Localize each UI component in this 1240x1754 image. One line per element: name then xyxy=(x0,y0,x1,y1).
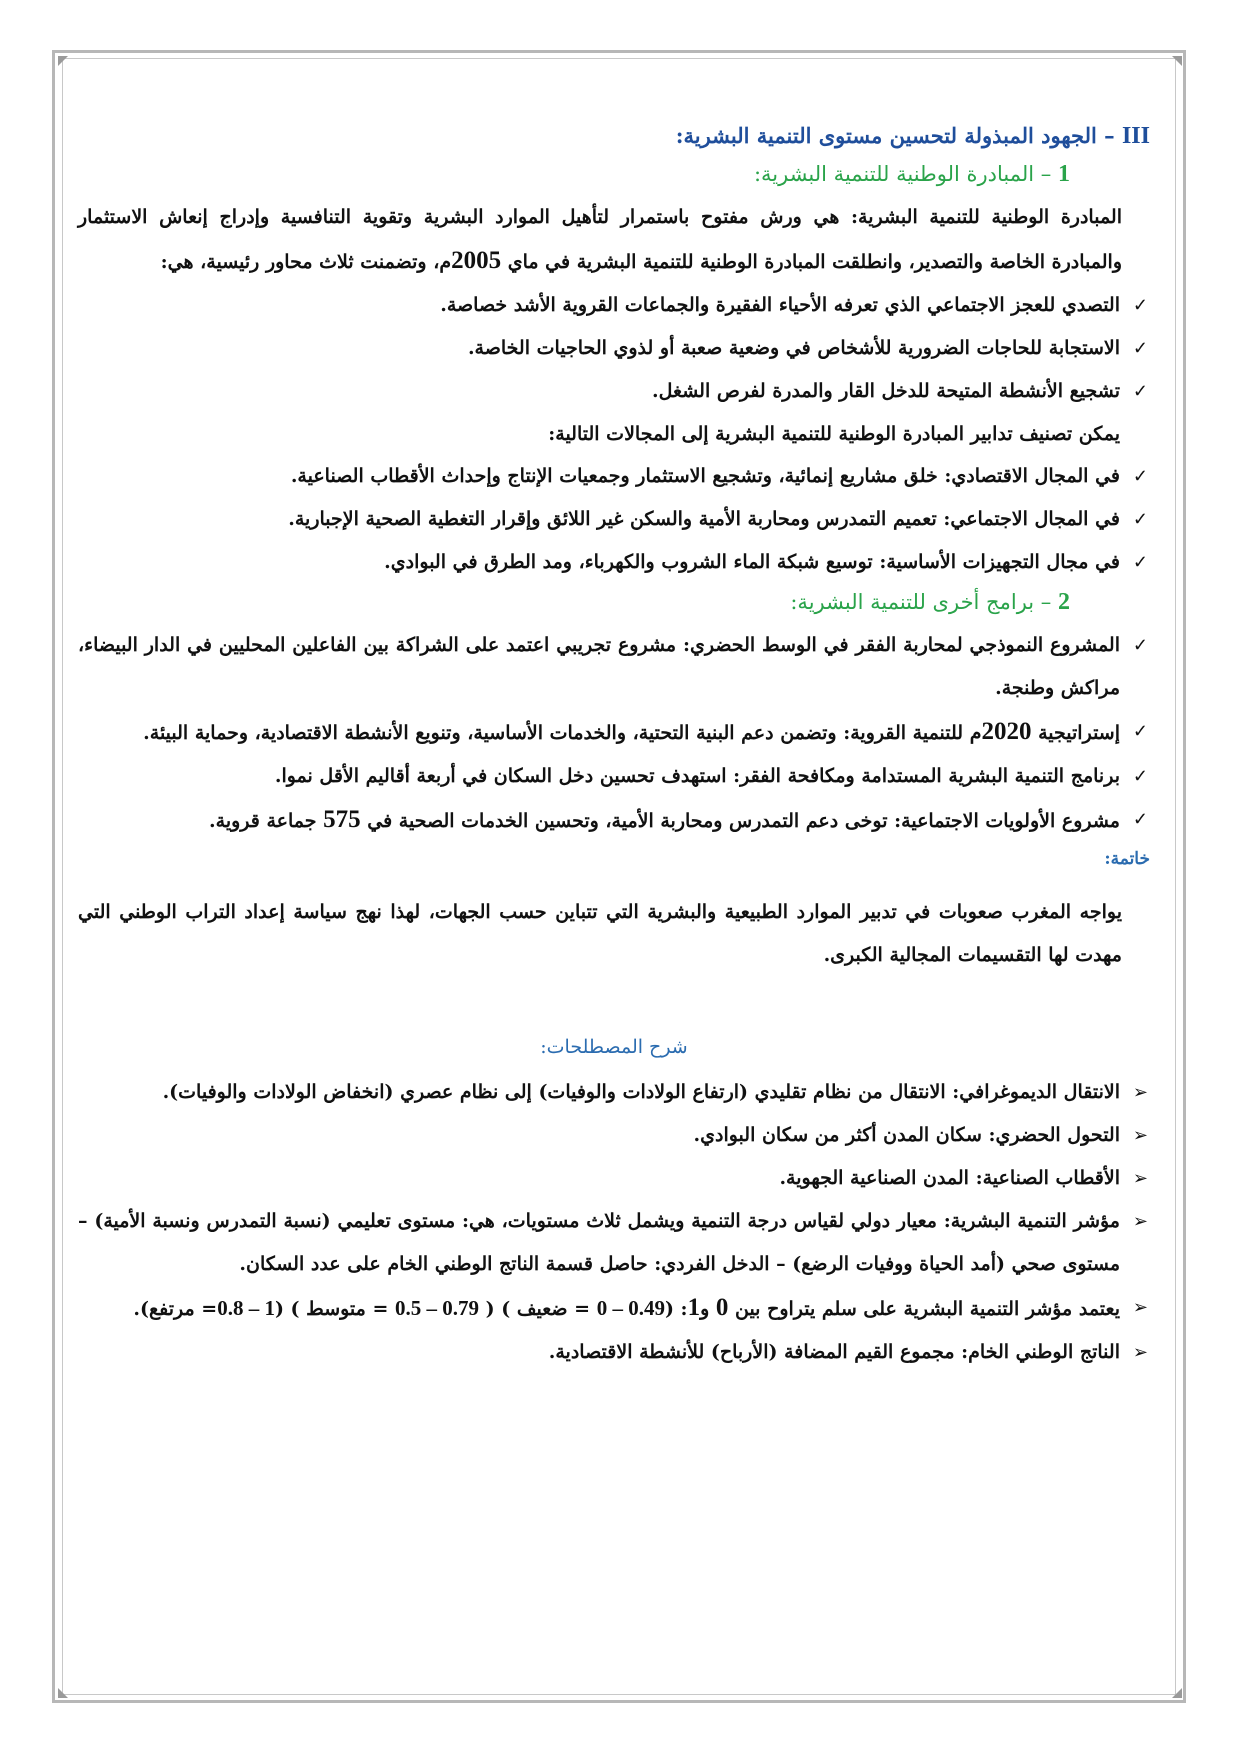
list-item xyxy=(78,710,1150,755)
corner-ornament-top-right xyxy=(1172,56,1182,66)
scale-max: 1 xyxy=(687,1294,701,1321)
fields-list xyxy=(78,455,1150,584)
list-item xyxy=(78,1157,1150,1200)
list-item xyxy=(78,1200,1150,1286)
range-medium: 0.5 – 0.79 xyxy=(395,1296,479,1320)
term-text: و xyxy=(700,1298,716,1320)
corner-ornament-bottom-right xyxy=(1172,1688,1182,1698)
list-item xyxy=(78,1114,1150,1157)
subsection-1-title: – المبادرة الوطنية للتنمية البشرية: xyxy=(753,162,1052,186)
program-text: م للتنمية القروية: وتضمن دعم البنية التحتية، والخدمات الأساسية، وتنويع الأنشطة الاقتصادية، وحماية البيئة. xyxy=(143,722,982,744)
classification-note: يمكن تصنيف تدابير المبادرة الوطنية للتنمية البشرية إلى المجالات التالية: xyxy=(548,423,1120,445)
intro-year: 2005 xyxy=(451,247,502,274)
program-text: إستراتيجية xyxy=(1031,722,1120,744)
arrow-bullet-icon: ➢ xyxy=(1132,1342,1148,1363)
arrow-bullet-icon: ➢ xyxy=(1132,1125,1148,1146)
range-high: 0.8 – 1 xyxy=(217,1296,275,1320)
program-text: برنامج التنمية البشرية المستدامة ومكافحة الفقر: استهدف تحسين دخل السكان في أربعة أقاليم الأقل نموا. xyxy=(274,765,1120,787)
programs-list xyxy=(78,624,1150,843)
axis-text: الاستجابة للحاجات الضرورية للأشخاص في وضعية صعبة أو لذوي الحاجيات الخاصة. xyxy=(467,337,1120,359)
program-text: جماعة قروية. xyxy=(209,810,324,832)
axis-text: تشجيع الأنشطة المتيحة للدخل القار والمدرة لفرص الشغل. xyxy=(652,380,1120,402)
list-item xyxy=(78,755,1150,798)
section-number: III xyxy=(1121,123,1150,149)
program-text: المشروع النموذجي لمحاربة الفقر في الوسط الحضري: مشروع تجريبي اعتمد على الشراكة بين الفاعلين المحليين في الدار البيضاء، مراكش وطنجة. xyxy=(78,634,1120,699)
field-text: في مجال التجهيزات الأساسية: توسيع شبكة الماء الشروب والكهرباء، ومد الطرق في البوادي. xyxy=(384,551,1120,573)
list-item xyxy=(78,327,1150,370)
subsection-2-number: 2 xyxy=(1058,589,1070,615)
arrow-bullet-icon: ➢ xyxy=(1132,1297,1148,1318)
term-text: = متوسط ) ( xyxy=(274,1298,395,1320)
subsection-1-heading xyxy=(78,156,1070,192)
terms-title: شرح المصطلحات: xyxy=(540,1036,688,1058)
term-text: الناتج الوطني الخام: مجموع القيم المضافة (الأرباح) للأنشطة الاقتصادية. xyxy=(548,1341,1120,1363)
term-text: = ضعيف ) ( xyxy=(479,1298,597,1320)
check-icon: ✓ xyxy=(1132,466,1148,487)
field-text: في المجال الاقتصادي: خلق مشاريع إنمائية، وتشجيع الاستثمار وجمعيات الإنتاج وإحداث الأقطاب الصناعية. xyxy=(290,465,1120,487)
list-item xyxy=(78,498,1150,541)
terms-list xyxy=(78,1071,1150,1374)
list-item xyxy=(78,1331,1150,1374)
axes-list xyxy=(78,284,1150,413)
list-item xyxy=(78,541,1150,584)
list-item xyxy=(78,284,1150,327)
list-item xyxy=(78,1071,1150,1114)
section-heading xyxy=(78,118,1150,154)
list-item xyxy=(78,370,1150,413)
term-text: الأقطاب الصناعية: المدن الصناعية الجهوية. xyxy=(779,1167,1120,1189)
corner-ornament-bottom-left xyxy=(58,1688,68,1698)
term-text: مؤشر التنمية البشرية: معيار دولي لقياس درجة التنمية ويشمل ثلاث مستويات، هي: مستوى تعليمي (نسبة التمدرس ونسبة الأمية) – مستوى صحي (أمد الحياة ووفيات الرضع) – الدخل الفردي: حاصل قسمة الناتج الوطني الخام على عدد السكان. xyxy=(78,1210,1120,1275)
conclusion-title: خاتمة: xyxy=(1104,849,1150,869)
arrow-bullet-icon: ➢ xyxy=(1132,1168,1148,1189)
corner-ornament-top-left xyxy=(58,56,68,66)
program-year: 2020 xyxy=(981,718,1032,745)
intro-paragraph xyxy=(78,196,1150,284)
check-icon: ✓ xyxy=(1132,721,1148,742)
check-icon: ✓ xyxy=(1132,809,1148,830)
subsection-2-title: – برامج أخرى للتنمية البشرية: xyxy=(790,590,1052,614)
check-icon: ✓ xyxy=(1132,766,1148,787)
list-item xyxy=(78,798,1150,843)
section-title: – الجهود المبذولة لتحسين مستوى التنمية البشرية: xyxy=(675,123,1115,148)
check-icon: ✓ xyxy=(1132,295,1148,316)
term-text: الانتقال الديموغرافي: الانتقال من نظام تقليدي (ارتفاع الولادات والوفيات) إلى نظام عصري (انخفاض الولادات والوفيات). xyxy=(162,1081,1120,1103)
arrow-bullet-icon: ➢ xyxy=(1132,1082,1148,1103)
document-body xyxy=(78,118,1150,1374)
conclusion-paragraph: يواجه المغرب صعوبات في تدبير الموارد الطبيعية والبشرية التي تتباين حسب الجهات، لهذا نهج سياسة إعداد التراب الوطني التي مهدت لها التقسيمات المجالية الكبرى. xyxy=(78,901,1122,966)
subsection-2-heading xyxy=(78,584,1070,620)
program-count: 575 xyxy=(323,806,361,833)
program-text: مشروع الأولويات الاجتماعية: توخى دعم التمدرس ومحاربة الأمية، وتحسين الخدمات الصحية في xyxy=(360,810,1120,832)
term-text: التحول الحضري: سكان المدن أكثر من سكان البوادي. xyxy=(693,1124,1120,1146)
list-item xyxy=(78,624,1150,710)
list-item xyxy=(78,455,1150,498)
check-icon: ✓ xyxy=(1132,552,1148,573)
list-item xyxy=(78,1286,1150,1331)
term-text: = مرتفع). xyxy=(133,1298,218,1320)
field-text: في المجال الاجتماعي: تعميم التمدرس ومحاربة الأمية والسكن غير اللائق وإقرار التغطية الصحية الإجبارية. xyxy=(288,508,1120,530)
intro-text-2: م، وتضمنت ثلاث محاور رئيسية، هي: xyxy=(160,251,452,273)
range-low: 0 – 0.49 xyxy=(596,1296,665,1320)
intro-text-1: المبادرة الوطنية للتنمية البشرية: هي ورش مفتوح باستمرار لتأهيل الموارد البشرية وتقوية التنافسية وإدراج إنعاش الاستثمار والمبادرة الخاصة والتصدير، وانطلقت المبادرة الوطنية للتنمية البشرية في ماي xyxy=(78,206,1122,273)
term-text: يعتمد مؤشر التنمية البشرية على سلم يتراوح بين xyxy=(728,1298,1120,1320)
subsection-1-number: 1 xyxy=(1058,161,1070,187)
check-icon: ✓ xyxy=(1132,338,1148,359)
check-icon: ✓ xyxy=(1132,381,1148,402)
term-text: : ( xyxy=(664,1298,688,1320)
check-icon: ✓ xyxy=(1132,509,1148,530)
scale-min: 0 xyxy=(715,1294,729,1321)
arrow-bullet-icon: ➢ xyxy=(1132,1211,1148,1232)
check-icon: ✓ xyxy=(1132,635,1148,656)
axis-text: التصدي للعجز الاجتماعي الذي تعرفه الأحياء الفقيرة والجماعات القروية الأشد خصاصة. xyxy=(440,294,1120,316)
